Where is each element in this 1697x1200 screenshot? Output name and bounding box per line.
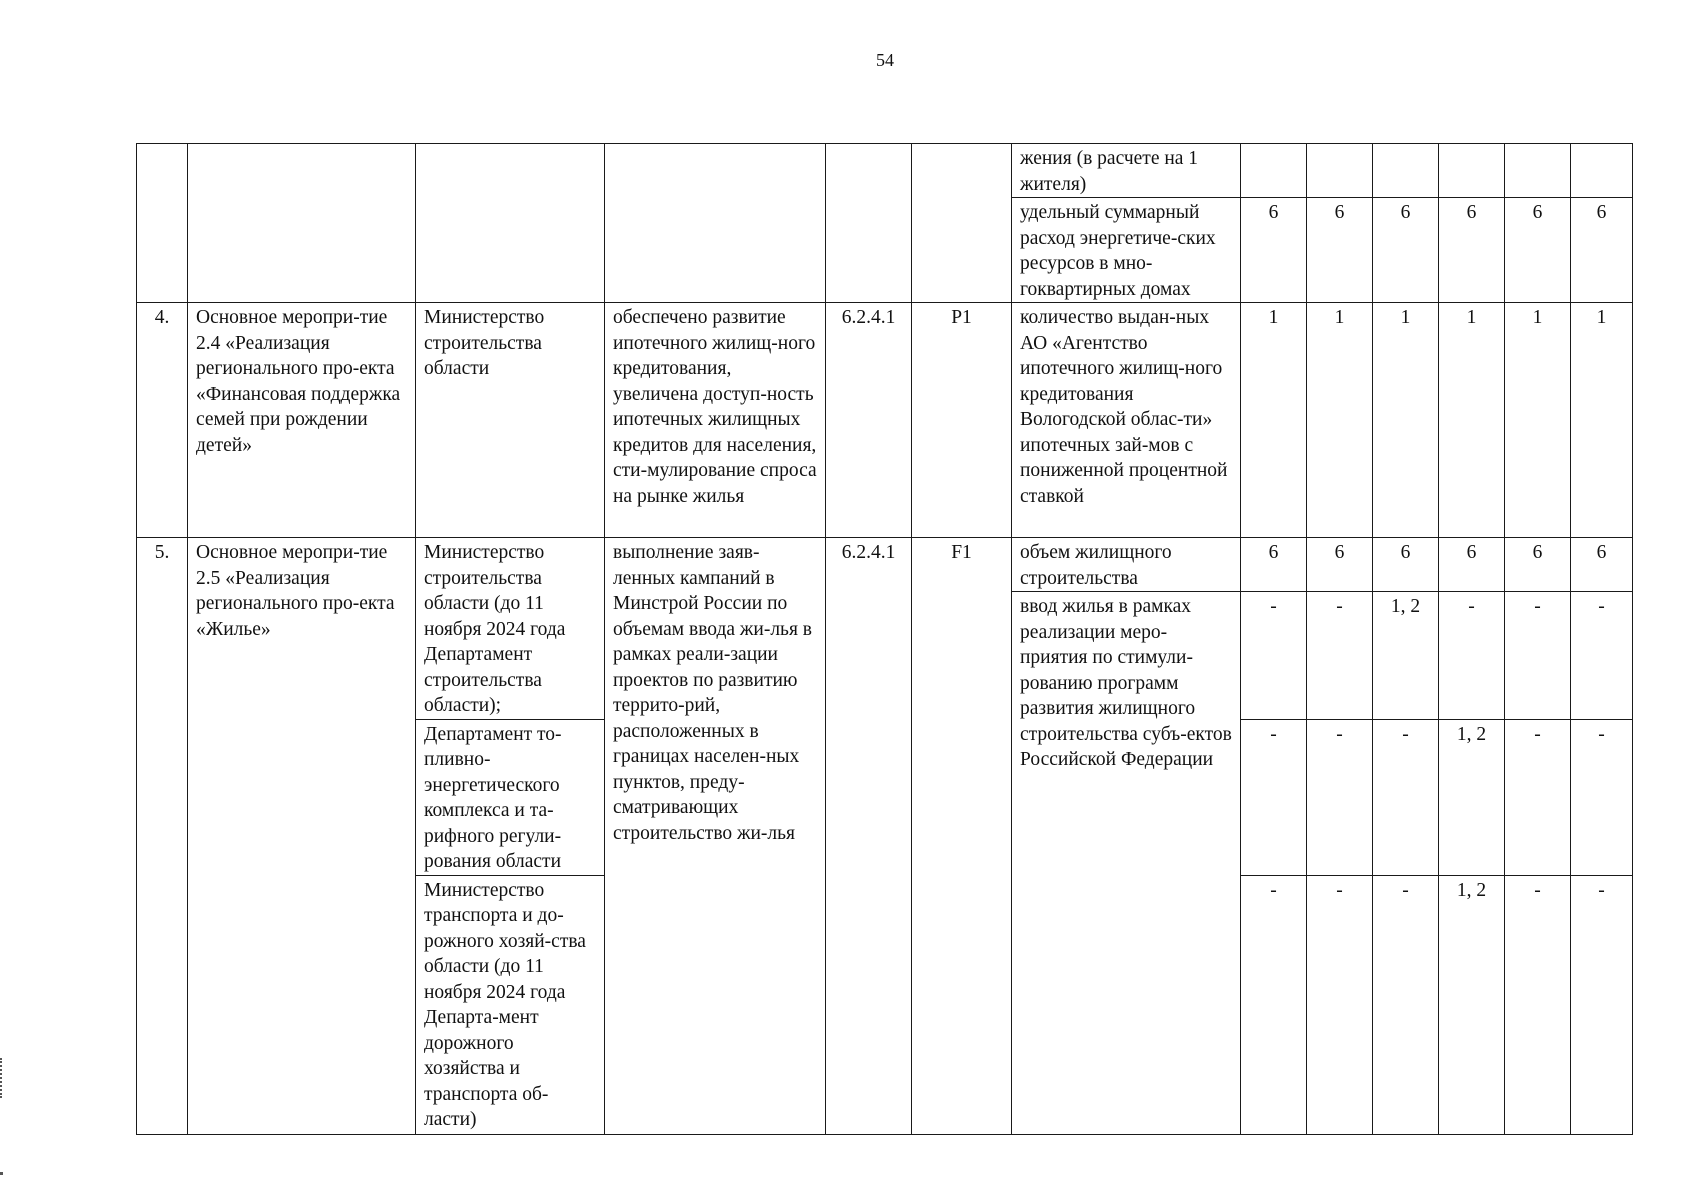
cell-num <box>137 144 188 303</box>
cell-value: 6 <box>1439 538 1505 592</box>
cell-value: 6 <box>1373 198 1439 303</box>
cell-indicator: ввод жилья в рамках реализации меро-приятия по стимули-рованию программ развития жилищного строительства субъ-ектов Российской Федерации <box>1012 592 1241 1135</box>
cell-value: - <box>1307 592 1373 720</box>
cell-value: - <box>1241 875 1307 1134</box>
cell-num: 4. <box>137 303 188 538</box>
cell-executor: Министерство строительства области <box>416 303 605 538</box>
cell-num: 5. <box>137 538 188 1135</box>
cell-value: 1 <box>1505 303 1571 538</box>
cell-executor: Департамент то-пливно-энергетического комплекса и та-рифного регули-рования области <box>416 719 605 875</box>
cell-value: - <box>1571 719 1633 875</box>
cell-value <box>1571 144 1633 198</box>
cell-value: - <box>1571 875 1633 1134</box>
cell-value: 6 <box>1373 538 1439 592</box>
cell-value <box>1505 144 1571 198</box>
table-row <box>137 303 1633 538</box>
page-number: 54 <box>876 50 894 70</box>
cell-indicator: удельный суммарный расход энергетиче-ских ресурсов в мно-гоквартирных домах <box>1012 198 1241 303</box>
table-row <box>137 144 1633 198</box>
margin-dot <box>0 1172 3 1175</box>
cell-event: Основное меропри-тие 2.4 «Реализация регионального про-екта «Финансовая поддержка семей при рождении детей» <box>188 303 416 538</box>
cell-value <box>1373 144 1439 198</box>
table-row <box>137 538 1633 592</box>
cell-value: 6 <box>1571 198 1633 303</box>
cell-value: - <box>1307 719 1373 875</box>
cell-value: - <box>1505 719 1571 875</box>
cell-value: 1, 2 <box>1439 719 1505 875</box>
cell-code <box>826 144 912 303</box>
cell-indicator: количество выдан-ных АО «Агентство ипотечного жилищ-ного кредитования Вологодской облас-ти» ипотечных зай-мов с пониженной процентной ставкой <box>1012 303 1241 538</box>
cell-project <box>912 144 1012 303</box>
cell-code: 6.2.4.1 <box>826 538 912 1135</box>
cell-project: F1 <box>912 538 1012 1135</box>
cell-value: - <box>1373 719 1439 875</box>
cell-value: 1 <box>1439 303 1505 538</box>
cell-result: обеспечено развитие ипотечного жилищ-ного кредитования, увеличена доступ-ность ипотечных жилищных кредитов для населения, сти-мулирование спроса на рынке жилья <box>605 303 826 538</box>
cell-indicator: объем жилищного строительства <box>1012 538 1241 592</box>
cell-value: 1, 2 <box>1439 875 1505 1134</box>
cell-executor <box>416 144 605 303</box>
margin-marks <box>0 1058 6 1098</box>
cell-value: 6 <box>1307 198 1373 303</box>
cell-value: - <box>1373 875 1439 1134</box>
cell-value <box>1439 144 1505 198</box>
cell-value: - <box>1307 875 1373 1134</box>
cell-value: 1, 2 <box>1373 592 1439 720</box>
cell-value: 6 <box>1505 538 1571 592</box>
cell-indicator: жения (в расчете на 1 жителя) <box>1012 144 1241 198</box>
cell-event <box>188 144 416 303</box>
cell-value: 1 <box>1373 303 1439 538</box>
cell-value: - <box>1571 592 1633 720</box>
program-table <box>136 143 1633 1135</box>
cell-value <box>1307 144 1373 198</box>
cell-value: 6 <box>1241 538 1307 592</box>
cell-value: 6 <box>1241 198 1307 303</box>
cell-result <box>605 144 826 303</box>
cell-value: 1 <box>1307 303 1373 538</box>
cell-value: 6 <box>1571 538 1633 592</box>
cell-project: P1 <box>912 303 1012 538</box>
cell-code: 6.2.4.1 <box>826 303 912 538</box>
cell-value <box>1241 144 1307 198</box>
cell-executor: Министерство строительства области (до 11 ноября 2024 года Департамент строительства области); <box>416 538 605 720</box>
cell-result: выполнение заяв-ленных кампаний в Минстрой России по объемам ввода жи-лья в рамках реали-зации проектов по развитию террито-рий, расположенных в границах населен-ных пунктов, преду-сматривающих строительство жи-лья <box>605 538 826 1135</box>
cell-executor: Министерство транспорта и до-рожного хозяй-ства области (до 11 ноября 2024 года Департа-мент дорожного хозяйства и транспорта об-ласти) <box>416 875 605 1134</box>
cell-value: 6 <box>1307 538 1373 592</box>
cell-value: - <box>1505 875 1571 1134</box>
cell-value: - <box>1241 719 1307 875</box>
cell-value: 1 <box>1241 303 1307 538</box>
cell-value: 1 <box>1571 303 1633 538</box>
cell-value: - <box>1241 592 1307 720</box>
cell-value: 6 <box>1505 198 1571 303</box>
cell-value: 6 <box>1439 198 1505 303</box>
cell-value: - <box>1439 592 1505 720</box>
cell-value: - <box>1505 592 1571 720</box>
cell-event: Основное меропри-тие 2.5 «Реализация регионального про-екта «Жилье» <box>188 538 416 1135</box>
